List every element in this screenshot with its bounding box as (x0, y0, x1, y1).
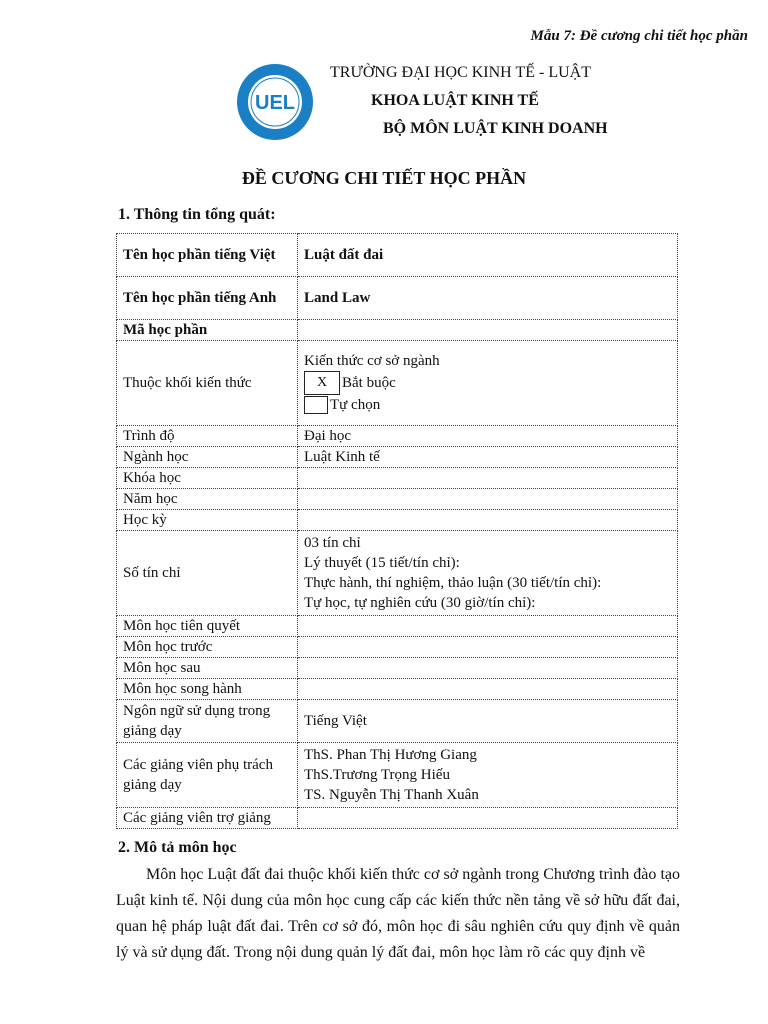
knowledge-block-cell (298, 341, 678, 426)
course-code-value (298, 320, 678, 341)
course-name-vi-label: Tên học phần tiếng Việt (117, 234, 298, 277)
major-value: Luật Kinh tế (298, 447, 678, 468)
course-info-table (116, 233, 678, 829)
cohort-value (298, 468, 678, 489)
elective-checkbox[interactable] (304, 396, 328, 414)
lecturer-name: TS. Nguyễn Thị Thanh Xuân (304, 787, 479, 803)
section-2-heading: 2. Mô tả môn học (118, 839, 237, 856)
next-course-value (298, 658, 678, 679)
elective-option-label: Tự chọn (330, 397, 381, 413)
required-checkbox[interactable]: X (304, 371, 340, 395)
credits-practice: Thực hành, thí nghiệm, thảo luận (30 tiết/tín chỉ): (304, 575, 602, 591)
assistants-value (298, 808, 678, 829)
language-label: Ngôn ngữ sử dụng trong giảng dạy (117, 700, 298, 743)
required-option (304, 371, 671, 395)
department-name: BỘ MÔN LUẬT KINH DOANH (383, 120, 608, 137)
semester-value (298, 510, 678, 531)
semester-label: Học kỳ (117, 510, 298, 531)
table-row (117, 341, 678, 426)
form-label: Mẫu 7: Đề cương chi tiết học phần (530, 28, 748, 44)
table-row (117, 679, 678, 700)
parallel-course-value (298, 679, 678, 700)
table-row (117, 616, 678, 637)
table-row (117, 426, 678, 447)
logo-text: UEL (255, 92, 295, 114)
table-row (117, 277, 678, 320)
lecturers-label: Các giảng viên phụ trách giảng dạy (117, 743, 298, 808)
parallel-course-label: Môn học song hành (117, 679, 298, 700)
credits-theory: Lý thuyết (15 tiết/tín chỉ): (304, 555, 460, 571)
table-row (117, 743, 678, 808)
table-row (117, 637, 678, 658)
language-value: Tiếng Việt (298, 700, 678, 743)
previous-course-value (298, 637, 678, 658)
knowledge-block-label: Thuộc khối kiến thức (117, 341, 298, 426)
document-title: ĐỀ CƯƠNG CHI TIẾT HỌC PHẦN (241, 168, 527, 188)
cohort-label: Khóa học (117, 468, 298, 489)
course-description (116, 862, 680, 966)
faculty-name: KHOA LUẬT KINH TẾ (371, 92, 539, 109)
academic-year-value (298, 489, 678, 510)
table-row (117, 510, 678, 531)
level-label: Trình độ (117, 426, 298, 447)
table-row (117, 320, 678, 341)
elective-option (304, 395, 671, 415)
previous-course-label: Môn học trước (117, 637, 298, 658)
table-row (117, 234, 678, 277)
table-row (117, 658, 678, 679)
school-name: TRƯỜNG ĐẠI HỌC KINH TẾ - LUẬT (330, 64, 591, 81)
credits-self-study: Tự học, tự nghiên cứu (30 giờ/tín chỉ): (304, 595, 536, 611)
credits-cell (298, 531, 678, 616)
table-row (117, 531, 678, 616)
knowledge-block-value: Kiến thức cơ sở ngành (304, 353, 440, 369)
required-option-label: Bắt buộc (342, 375, 396, 391)
course-name-vi-value: Luật đất đai (298, 234, 678, 277)
next-course-label: Môn học sau (117, 658, 298, 679)
assistants-label: Các giảng viên trợ giảng (117, 808, 298, 829)
uel-logo (232, 62, 318, 142)
prerequisite-value (298, 616, 678, 637)
table-row (117, 700, 678, 743)
section-1-heading: 1. Thông tin tổng quát: (118, 206, 276, 223)
course-name-en-value: Land Law (298, 277, 678, 320)
table-row (117, 489, 678, 510)
credits-label: Số tín chỉ (117, 531, 298, 616)
credits-total: 03 tín chỉ (304, 535, 361, 551)
major-label: Ngành học (117, 447, 298, 468)
lecturer-name: ThS.Trương Trọng Hiếu (304, 767, 450, 783)
prerequisite-label: Môn học tiên quyết (117, 616, 298, 637)
table-row (117, 447, 678, 468)
description-paragraph: Môn học Luật đất đai thuộc khối kiến thức cơ sở ngành trong Chương trình đào tạo Luật kinh tế. Nội dung của môn học cung cấp các kiến thức nền tảng về sở hữu đất đai, quan hệ pháp luật đất đai. Trên cơ sở đó, môn học đi sâu nghiên cứu quy định về quản lý và sử dụng đất. Trong nội dung quản lý đất đai, môn học làm rõ các quy định về (116, 866, 680, 961)
lecturers-cell (298, 743, 678, 808)
course-name-en-label: Tên học phần tiếng Anh (117, 277, 298, 320)
lecturer-name: ThS. Phan Thị Hương Giang (304, 747, 477, 763)
academic-year-label: Năm học (117, 489, 298, 510)
table-row (117, 468, 678, 489)
level-value: Đại học (298, 426, 678, 447)
table-row (117, 808, 678, 829)
course-code-label: Mã học phần (117, 320, 298, 341)
